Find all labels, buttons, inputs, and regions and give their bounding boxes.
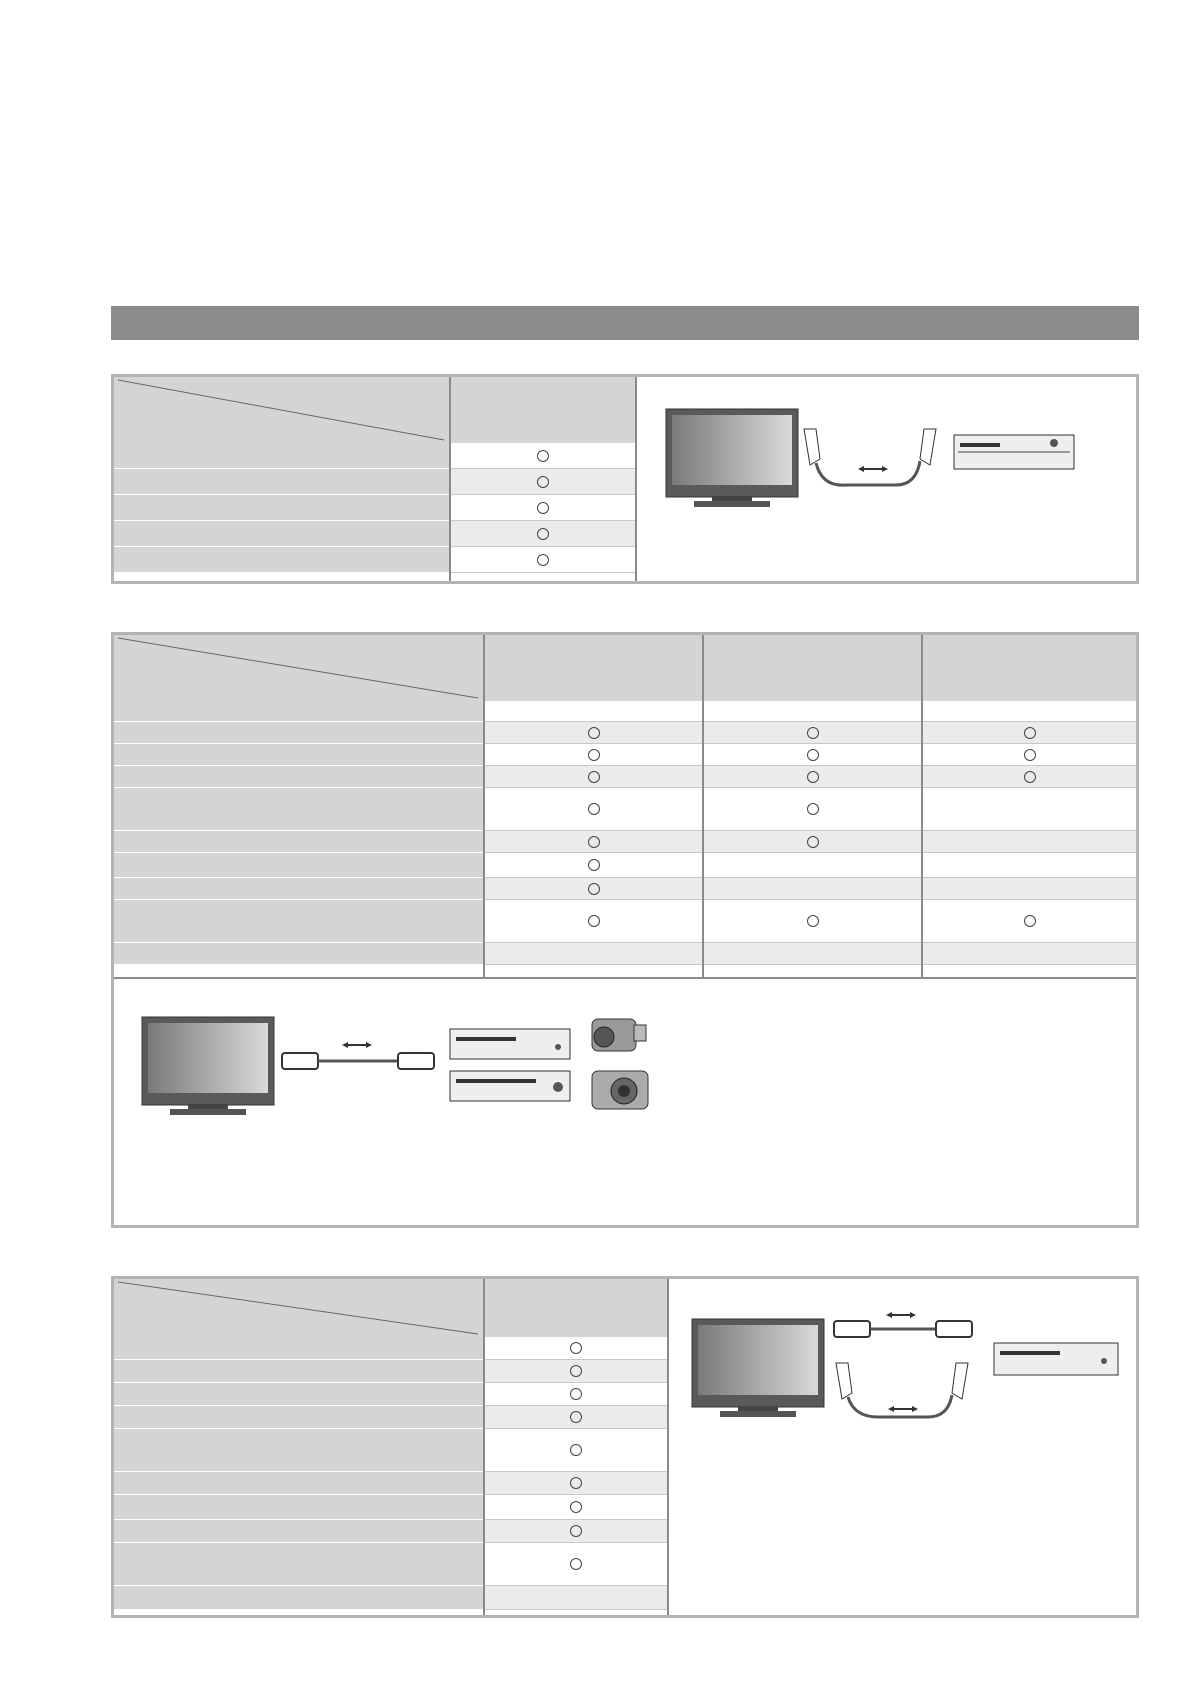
check-circle-icon <box>570 1388 582 1400</box>
table-row-value <box>451 547 635 573</box>
table-2-panel <box>111 632 1139 1228</box>
table-2-column-header-3 <box>923 635 1136 701</box>
table-row-label <box>114 1429 483 1472</box>
table-2-column-header-2 <box>704 635 921 701</box>
table-1-panel <box>111 374 1139 584</box>
table-row-label <box>114 1543 483 1586</box>
table-row-value <box>923 744 1136 766</box>
table-row-value <box>451 443 635 469</box>
table-row-label <box>114 701 483 722</box>
table-row-value <box>485 1337 667 1360</box>
table-1-divider <box>635 377 637 581</box>
table-row-label <box>114 943 483 965</box>
table-row-label <box>114 495 449 521</box>
check-circle-icon <box>570 1365 582 1377</box>
table-row-label <box>114 547 449 573</box>
table-2-corner-header <box>114 635 483 701</box>
check-circle-icon <box>588 727 600 739</box>
scart-cable-icon <box>804 429 936 485</box>
table-row-value <box>704 900 921 943</box>
table-row-label <box>114 853 483 878</box>
check-circle-icon <box>570 1444 582 1456</box>
table-row-label <box>114 1520 483 1543</box>
check-circle-icon <box>588 915 600 927</box>
table-row-value <box>485 900 702 943</box>
table-2-bottom-rule <box>114 977 1136 979</box>
table-row-value <box>704 831 921 853</box>
table-row-value <box>923 701 1136 722</box>
table-row-value <box>485 1429 667 1472</box>
table-3-corner-header <box>114 1279 483 1337</box>
table-row-value <box>923 900 1136 943</box>
table-3-panel <box>111 1276 1139 1618</box>
table-1-illustration <box>654 397 1134 517</box>
table-row-value <box>704 722 921 744</box>
check-circle-icon <box>570 1342 582 1354</box>
dvd-recorder-icon <box>994 1343 1118 1375</box>
table-row-value <box>485 1383 667 1406</box>
table-2-divider <box>702 635 704 977</box>
table-row-value <box>704 878 921 900</box>
check-circle-icon <box>588 859 600 871</box>
table-row-value <box>704 943 921 965</box>
check-circle-icon <box>807 915 819 927</box>
dvd-player-icon <box>450 1071 570 1101</box>
table-2-column-header-1 <box>485 635 702 701</box>
check-circle-icon <box>570 1525 582 1537</box>
table-1-corner-header <box>114 377 449 443</box>
check-circle-icon <box>570 1477 582 1489</box>
hdmi-cable-icon <box>282 1042 434 1069</box>
table-row-label <box>114 521 449 547</box>
table-row-label <box>114 722 483 744</box>
check-circle-icon <box>1024 915 1036 927</box>
table-row-value <box>485 831 702 853</box>
table-row-value <box>485 1586 667 1610</box>
table-2-divider <box>921 635 923 977</box>
table-row-value <box>485 943 702 965</box>
table-row-label <box>114 1406 483 1429</box>
check-circle-icon <box>807 727 819 739</box>
check-circle-icon <box>588 883 600 895</box>
table-row-value <box>923 722 1136 744</box>
table-2-illustration <box>134 1007 774 1147</box>
table-row-label <box>114 831 483 853</box>
table-row-value <box>704 788 921 831</box>
table-row-value <box>485 1520 667 1543</box>
table-row-label <box>114 1586 483 1610</box>
table-row-value <box>485 878 702 900</box>
table-row-value <box>923 878 1136 900</box>
check-circle-icon <box>570 1558 582 1570</box>
check-circle-icon <box>570 1501 582 1513</box>
table-row-value <box>451 495 635 521</box>
table-row-label <box>114 744 483 766</box>
check-circle-icon <box>537 502 549 514</box>
section-header-bar <box>111 306 1139 340</box>
tv-icon <box>142 1017 274 1115</box>
table-row-value <box>485 744 702 766</box>
table-row-label <box>114 469 449 495</box>
table-row-value <box>923 831 1136 853</box>
table-row-label <box>114 1495 483 1520</box>
check-circle-icon <box>588 803 600 815</box>
check-circle-icon <box>1024 727 1036 739</box>
table-row-value <box>923 788 1136 831</box>
table-row-value <box>485 1406 667 1429</box>
table-row-value <box>923 943 1136 965</box>
table-row-value <box>704 701 921 722</box>
table-row-label <box>114 1360 483 1383</box>
table-row-label <box>114 1337 483 1360</box>
table-row-label <box>114 788 483 831</box>
check-circle-icon <box>588 749 600 761</box>
table-row-value <box>451 469 635 495</box>
check-circle-icon <box>588 771 600 783</box>
table-row-value <box>485 701 702 722</box>
table-3-illustration <box>684 1299 1134 1439</box>
table-row-value <box>485 788 702 831</box>
table-row-value <box>485 722 702 744</box>
table-row-value <box>485 1495 667 1520</box>
table-row-label <box>114 878 483 900</box>
table-row-value <box>923 766 1136 788</box>
table-row-value <box>485 1360 667 1383</box>
check-circle-icon <box>807 836 819 848</box>
check-circle-icon <box>537 476 549 488</box>
tv-icon <box>692 1319 824 1417</box>
table-row-label <box>114 443 449 469</box>
table-row-value <box>704 853 921 878</box>
dvd-recorder-icon <box>450 1029 570 1059</box>
camcorder-icon <box>592 1019 646 1051</box>
check-circle-icon <box>807 771 819 783</box>
table-row-value <box>923 853 1136 878</box>
table-row-label <box>114 1472 483 1495</box>
table-row-label <box>114 900 483 943</box>
check-circle-icon <box>570 1411 582 1423</box>
check-circle-icon <box>807 803 819 815</box>
check-circle-icon <box>588 836 600 848</box>
digital-camera-icon <box>592 1071 648 1109</box>
dvd-recorder-icon <box>954 435 1074 469</box>
table-row-value <box>485 766 702 788</box>
table-1-column-header <box>451 377 635 443</box>
check-circle-icon <box>807 749 819 761</box>
check-circle-icon <box>537 450 549 462</box>
table-row-value <box>485 1543 667 1586</box>
check-circle-icon <box>1024 771 1036 783</box>
table-row-label <box>114 1383 483 1406</box>
check-circle-icon <box>1024 749 1036 761</box>
table-2-divider <box>483 635 485 977</box>
check-circle-icon <box>537 528 549 540</box>
table-row-label <box>114 766 483 788</box>
table-row-value <box>485 853 702 878</box>
hdmi-cable-icon <box>834 1312 972 1337</box>
table-3-divider <box>667 1279 669 1615</box>
table-3-column-header <box>485 1279 667 1337</box>
table-row-value <box>704 744 921 766</box>
scart-cable-icon <box>836 1363 968 1417</box>
table-row-value <box>704 766 921 788</box>
table-row-value <box>485 1472 667 1495</box>
table-row-value <box>451 521 635 547</box>
check-circle-icon <box>537 554 549 566</box>
tv-icon <box>666 409 798 507</box>
